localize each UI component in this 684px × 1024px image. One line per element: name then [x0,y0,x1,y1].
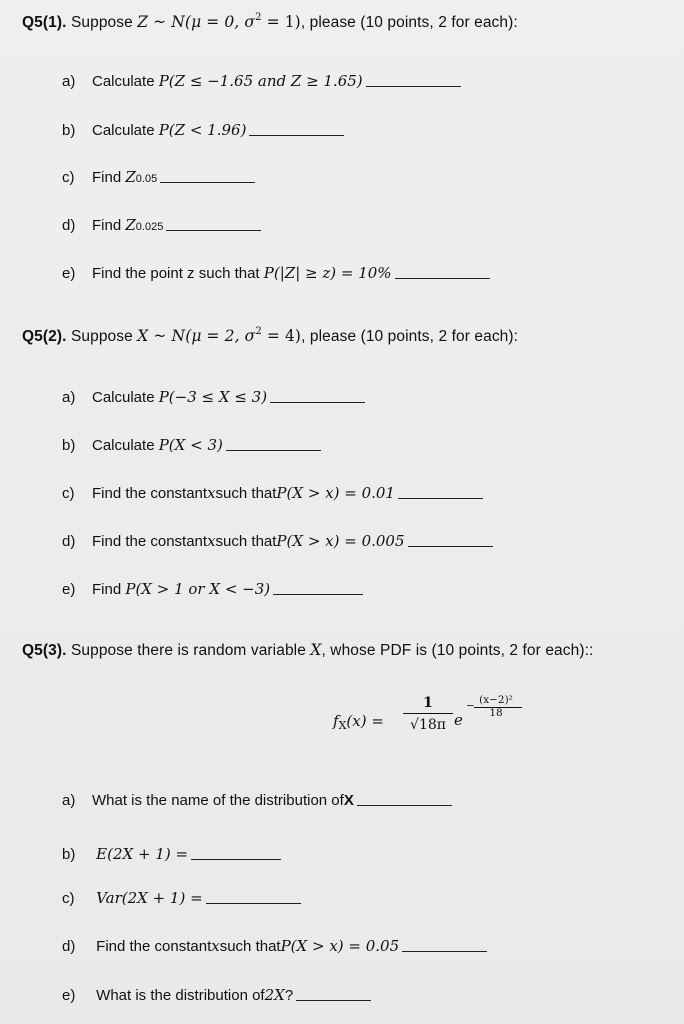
q2-item-c: c) Find the constant x such that P(X > x) = 0.01 [62,484,483,502]
q1-item-e: e) Find the point z such that P(|Z| ≥ z) = 10% [62,264,490,282]
answer-blank[interactable] [408,545,493,547]
answer-blank[interactable] [249,134,344,136]
q3-item-a: a) What is the name of the distribution of X [62,792,452,809]
answer-blank[interactable] [296,999,371,1001]
answer-blank[interactable] [226,449,321,451]
pdf-formula: $f_X(x)$ = 1 √18π e − (x−2)² 18 [333,694,533,754]
question-1-title: Q5(1). Suppose Z ~ N(μ = 0, $\sigma^2 = 1$), please (10 points, 2 for each): [22,12,518,31]
q3-item-e: e) What is the distribution of 2X ? [62,986,371,1004]
q3-item-c: c) Var(2X + 1) = [62,889,301,907]
answer-blank[interactable] [160,181,255,183]
q2-item-e: e) Find P(X > 1 or X < −3) [62,580,363,598]
answer-blank[interactable] [166,229,261,231]
q2-item-d: d) Find the constant x such that P(X > x) = 0.005 [62,532,493,550]
answer-blank[interactable] [402,950,487,952]
q2-item-b: b) Calculate P(X < 3) [62,436,321,454]
q3-item-d: d) Find the constant x such that P(X > x) = 0.05 [62,937,487,955]
q1-item-a: a) Calculate P(Z ≤ −1.65 and Z ≥ 1.65) [62,72,461,90]
q2-item-a: a) Calculate P(−3 ≤ X ≤ 3) [62,388,365,406]
answer-blank[interactable] [366,85,461,87]
question-3-title: Q5(3). Suppose there is random variable X, whose PDF is (10 points, 2 for each):: [22,641,594,659]
answer-blank[interactable] [398,497,483,499]
q1-item-b: b) Calculate P(Z < 1.96) [62,121,344,139]
answer-blank[interactable] [270,401,365,403]
answer-blank[interactable] [395,277,490,279]
q3-item-b: b) E(2X + 1) = [62,845,281,863]
answer-blank[interactable] [206,902,301,904]
q1-item-d: d) Find Z 0.025 [62,216,261,234]
q1-item-c: c) Find Z 0.05 [62,168,255,186]
question-2-title: Q5(2). Suppose X ~ N(μ = 2, $\sigma^2 = 4$), please (10 points, 2 for each): [22,326,519,345]
answer-blank[interactable] [273,593,363,595]
answer-blank[interactable] [357,804,452,806]
answer-blank[interactable] [191,858,281,860]
